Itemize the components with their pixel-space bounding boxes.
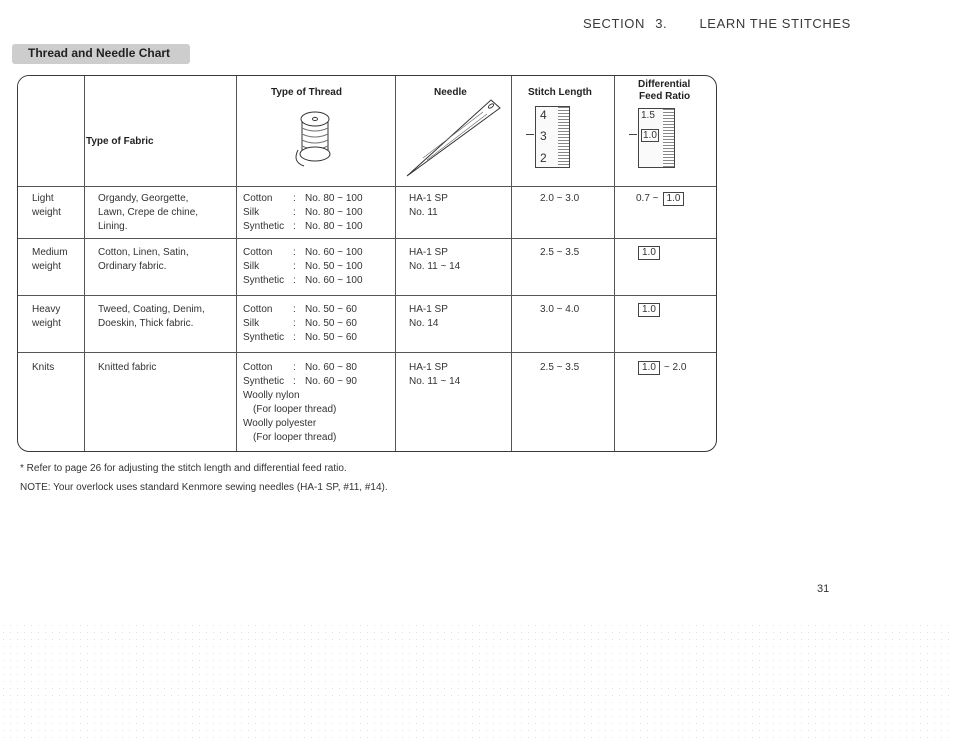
cell-fabric <box>98 361 156 375</box>
dial-pointer <box>629 134 637 135</box>
thread-separator: : <box>293 221 296 232</box>
fabric-line: Tweed, Coating, Denim, <box>98 304 205 315</box>
cell-weight <box>32 303 61 331</box>
thread-line <box>243 303 357 317</box>
dial-ridges <box>663 109 674 167</box>
cell-feed-ratio <box>636 192 684 206</box>
grid-line <box>18 186 716 187</box>
header-type-of-thread: Type of Thread <box>271 87 342 98</box>
grid-line <box>614 76 615 451</box>
cell-stitch-length: 2.0 ~ 3.0 <box>540 193 580 204</box>
thread-separator: : <box>293 362 296 373</box>
thread-number: No. 60 ~ 90 <box>305 376 357 387</box>
weight-line: weight <box>32 207 61 218</box>
cell-needle <box>409 303 448 331</box>
cell-thread <box>243 361 357 445</box>
fabric-line: Ordinary fabric. <box>98 261 167 272</box>
thread-extra-line: (For looper thread) <box>253 404 337 415</box>
dial-pointer <box>526 134 534 135</box>
chart-title: Thread and Needle Chart <box>28 46 171 60</box>
cell-weight <box>32 192 61 220</box>
thread-number: No. 60 ~ 80 <box>305 362 357 373</box>
thread-separator: : <box>293 318 296 329</box>
header-merge-cover <box>18 76 84 186</box>
dial-mark: 1.0 <box>643 130 657 141</box>
fabric-line: Cotton, Linen, Satin, <box>98 247 189 258</box>
needle-line: No. 11 <box>409 207 438 218</box>
thread-line <box>243 331 357 345</box>
thread-number: No. 60 ~ 100 <box>305 247 363 258</box>
needle-line: HA-1 SP <box>409 193 448 204</box>
fabric-line: Doeskin, Thick fabric. <box>98 318 194 329</box>
dial-mark: 1.5 <box>641 110 655 121</box>
thread-spool-icon <box>286 110 344 172</box>
thread-type: Silk <box>243 318 260 329</box>
header-type-of-fabric: Type of Fabric <box>86 136 154 147</box>
thread-type: Synthetic <box>243 221 285 232</box>
thread-line <box>243 192 363 206</box>
thread-line <box>243 220 363 234</box>
grid-line <box>18 238 716 239</box>
section-number: 3. <box>655 16 668 31</box>
thread-number: No. 50 ~ 60 <box>305 332 357 343</box>
grid-line <box>236 76 237 451</box>
weight-line: Heavy <box>32 304 61 315</box>
cell-needle <box>409 361 460 389</box>
section-title: LEARN THE STITCHES <box>699 16 851 31</box>
dial-mark: 3 <box>540 129 547 143</box>
thread-extra-line: Woolly polyester <box>243 418 317 429</box>
weight-line: Medium <box>32 247 68 258</box>
thread-extra-line: Woolly nylon <box>243 390 300 401</box>
thread-number: No. 80 ~ 100 <box>305 207 363 218</box>
thread-separator: : <box>293 332 296 343</box>
weight-line: weight <box>32 261 61 272</box>
thread-number: No. 80 ~ 100 <box>305 193 363 204</box>
needle-line: No. 14 <box>409 318 439 329</box>
thread-line <box>243 274 363 288</box>
feed-ratio-box: 1.0 <box>638 361 660 375</box>
thread-type: Silk <box>243 261 260 272</box>
section-header <box>583 16 851 31</box>
needle-line: No. 11 ~ 14 <box>409 376 461 387</box>
thread-separator: : <box>293 261 296 272</box>
feed-ratio-box: 1.0 <box>638 303 660 317</box>
thread-line <box>243 361 357 375</box>
dial-mark: 4 <box>540 108 547 122</box>
thread-number: No. 80 ~ 100 <box>305 221 363 232</box>
cell-fabric <box>98 246 189 274</box>
thread-type: Synthetic <box>243 275 285 286</box>
grid-line <box>18 295 716 296</box>
thread-separator: : <box>293 304 296 315</box>
cell-fabric <box>98 303 205 331</box>
cell-stitch-length: 3.0 ~ 4.0 <box>540 304 580 315</box>
thread-type: Cotton <box>243 193 273 204</box>
thread-line <box>243 260 363 274</box>
thread-type: Synthetic <box>243 332 285 343</box>
thread-type: Cotton <box>243 304 273 315</box>
fabric-line: Organdy, Georgette, <box>98 193 189 204</box>
grid-line <box>395 76 396 451</box>
thread-number: No. 50 ~ 100 <box>305 261 363 272</box>
footnote: * Refer to page 26 for adjusting the stitch length and differential feed ratio. <box>20 463 347 474</box>
fabric-line: Knitted fabric <box>98 362 157 373</box>
thread-separator: : <box>293 376 296 387</box>
cell-needle <box>409 246 460 274</box>
needle-line: No. 11 ~ 14 <box>409 261 461 272</box>
thread-line <box>243 246 363 260</box>
thread-separator: : <box>293 207 296 218</box>
cell-thread <box>243 192 363 234</box>
cell-feed-ratio <box>638 361 686 375</box>
cell-feed-ratio <box>638 303 660 317</box>
needle-line: HA-1 SP <box>409 247 448 258</box>
cell-thread <box>243 303 357 345</box>
cell-weight <box>32 361 54 375</box>
dial-mark: 2 <box>540 151 547 165</box>
thread-needle-table <box>17 75 717 452</box>
thread-number: No. 60 ~ 100 <box>305 275 363 286</box>
cell-fabric <box>98 192 198 234</box>
weight-line: weight <box>32 318 61 329</box>
cell-stitch-length: 2.5 ~ 3.5 <box>540 247 580 258</box>
thread-type: Silk <box>243 207 260 218</box>
thread-type: Synthetic <box>243 376 285 387</box>
grid-line <box>84 76 85 451</box>
dial-ridges <box>558 107 569 167</box>
grid-line <box>511 76 512 451</box>
fabric-line: Lawn, Crepe de chine, <box>98 207 199 218</box>
thread-separator: : <box>293 275 296 286</box>
thread-separator: : <box>293 193 296 204</box>
needle-line: HA-1 SP <box>409 362 448 373</box>
differential-feed-dial <box>638 108 675 168</box>
page-number: 31 <box>817 583 830 595</box>
cell-feed-ratio <box>638 246 660 260</box>
thread-separator: : <box>293 247 296 258</box>
header-feed-ratio: Feed Ratio <box>639 91 691 102</box>
feed-range-end: ~ 2.0 <box>663 362 687 373</box>
thread-number: No. 50 ~ 60 <box>305 304 357 315</box>
weight-line: Knits <box>32 362 55 373</box>
stitch-length-dial <box>535 106 570 168</box>
thread-line <box>243 206 363 220</box>
thread-type: Cotton <box>243 247 273 258</box>
thread-line <box>243 317 357 331</box>
feed-ratio-box: 1.0 <box>663 192 685 206</box>
needle-icon <box>403 98 503 180</box>
feed-ratio-box: 1.0 <box>638 246 660 260</box>
section-label: SECTION <box>583 16 645 31</box>
feed-range-start: 0.7 ~ <box>636 193 659 204</box>
note: NOTE: Your overlock uses standard Kenmore sewing needles (HA-1 SP, #11, #14). <box>20 482 388 493</box>
thread-type: Cotton <box>243 362 273 373</box>
cell-needle <box>409 192 448 220</box>
header-stitch-length: Stitch Length <box>528 87 592 98</box>
thread-extra-line: (For looper thread) <box>253 432 337 443</box>
fabric-line: Lining. <box>98 221 128 232</box>
grid-line <box>18 352 716 353</box>
scan-texture <box>0 622 954 739</box>
needle-line: HA-1 SP <box>409 304 448 315</box>
header-differential: Differential <box>638 79 691 90</box>
weight-line: Light <box>32 193 54 204</box>
chart-title-badge <box>12 44 190 64</box>
cell-thread <box>243 246 363 288</box>
header-needle: Needle <box>434 87 467 98</box>
thread-line <box>243 375 357 389</box>
cell-stitch-length: 2.5 ~ 3.5 <box>540 362 580 373</box>
thread-number: No. 50 ~ 60 <box>305 318 357 329</box>
cell-weight <box>32 246 68 274</box>
